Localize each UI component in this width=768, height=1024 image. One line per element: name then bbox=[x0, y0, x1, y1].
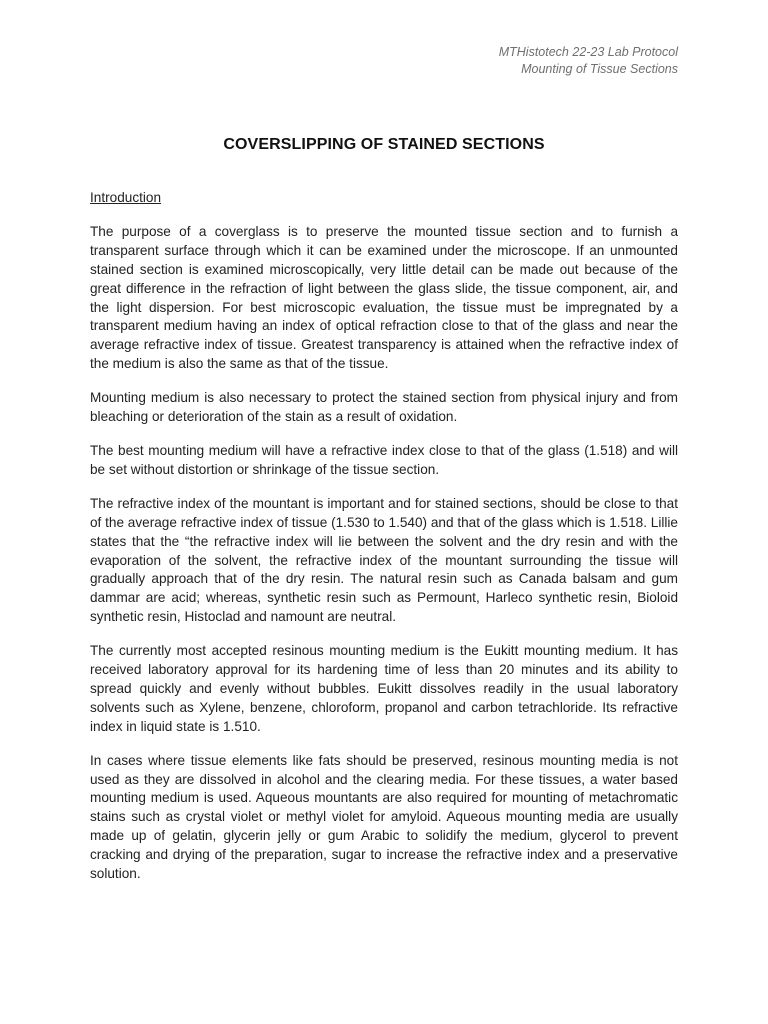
page-title: COVERSLIPPING OF STAINED SECTIONS bbox=[223, 136, 545, 153]
paragraph-5: The currently most accepted resinous mounting medium is the Eukitt mounting medium. It has received laboratory approval for its hardening time of less than 20 minutes and its ability to spread quickly and evenly without bubbles. Eukitt dissolves readily in the usual laboratory solvents such as Xylene, benzene, chloroform, propanol and carbon tetrachloride. Its refractive index in liquid state is 1.510. bbox=[90, 643, 678, 734]
page-header bbox=[499, 44, 678, 78]
paragraph-2: Mounting medium is also necessary to protect the stained section from physical injury and from bleaching or deterioration of the stain as a result of oxidation. bbox=[90, 390, 678, 425]
section-heading-introduction: Introduction bbox=[90, 190, 162, 205]
paragraph-1: The purpose of a coverglass is to preserve the mounted tissue section and to furnish a transparent surface through which it can be examined under the microscope. If an unmounted stained section is examined microscopically, very little detail can be made out because of the great difference in the refraction of light between the glass slide, the tissue component, air, and the light dispersion. For best microscopic evaluation, the tissue must be impregnated by a transparent medium having an index of optical refraction close to that of the glass and near the average refractive index of tissue. Greatest transparency is attained when the refractive index of the medium is also the same as that of the tissue. bbox=[90, 223, 678, 372]
document-body bbox=[90, 189, 678, 899]
paragraph-6: In cases where tissue elements like fats should be preserved, resinous mounting media is not used as they are dissolved in alcohol and the clearing media. For these tissues, a water based mounting medium is used. Aqueous mountants are also required for mounting of metachromatic stains such as crystal violet or methyl violet for amyloid. Aqueous mounting media are usually made up of gelatin, glycerin jelly or gum Arabic to solidify the medium, glycerol to prevent cracking and drying of the preparation, sugar to increase the refractive index and a preservative solution. bbox=[90, 752, 678, 882]
header-course-title: MTHistotech 22-23 Lab Protocol bbox=[498, 45, 678, 59]
paragraph-4: The refractive index of the mountant is important and for stained sections, should be close to that of the average refractive index of tissue (1.530 to 1.540) and that of the glass which is 1.518. Lillie states that the “the refractive index will lie between the solvent and the dry resin and with the evaporation of the solvent, the refractive index of the mountant surrounding the tissue will gradually approach that of the dry resin. The natural resin such as Canada balsam and gum dammar are acid; whereas, synthetic resin such as Permount, Harleco synthetic resin, Bioloid synthetic resin, Histoclad and namount are neutral. bbox=[90, 495, 678, 625]
paragraph-3: The best mounting medium will have a refractive index close to that of the glass (1.518) and will be set without distortion or shrinkage of the tissue section. bbox=[90, 442, 678, 477]
header-topic-title: Mounting of Tissue Sections bbox=[521, 62, 678, 76]
